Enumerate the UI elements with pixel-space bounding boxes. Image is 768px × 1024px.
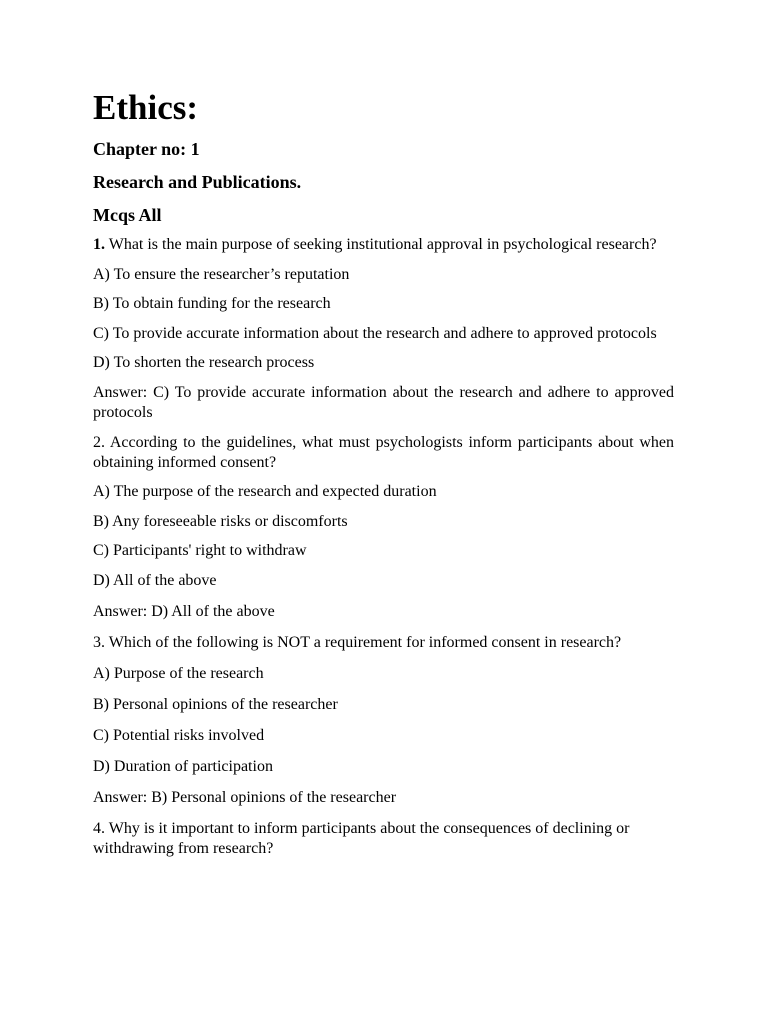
chapter-heading: Chapter no: 1 [93,139,200,159]
option-a: A) The purpose of the research and expected duration [93,483,437,501]
option-b: B) Any foreseeable risks or discomforts [93,512,348,530]
question-2: 2. According to the guidelines, what must psychologists inform participants about when obtaining informed consent? [93,433,674,471]
question-text: What is the main purpose of seeking institutional approval in psychological research? [105,236,657,253]
option-b: B) To obtain funding for the research [93,295,331,313]
subject-heading: Research and Publications. [93,172,302,192]
answer-3: Answer: B) Personal opinions of the researcher [93,788,397,806]
option-d: D) All of the above [93,571,217,589]
question-1 [93,235,674,255]
option-a: A) Purpose of the research [93,664,264,682]
option-d: D) Duration of participation [93,757,273,775]
option-a: A) To ensure the researcher’s reputation [93,265,350,283]
document-title: Ethics: [93,88,198,127]
answer-2: Answer: D) All of the above [93,602,275,620]
section-heading: Mcqs All [93,205,162,225]
option-d: D) To shorten the research process [93,354,315,372]
option-c: C) Participants' right to withdraw [93,542,307,560]
option-b: B) Personal opinions of the researcher [93,695,338,713]
question-4: 4. Why is it important to inform participants about the consequences of declining or withdrawing from research? [93,819,630,857]
question-3: 3. Which of the following is NOT a requirement for informed consent in research? [93,633,622,651]
option-c: C) Potential risks involved [93,726,265,744]
answer-1: Answer: C) To provide accurate information about the research and adhere to approved protocols [93,383,674,421]
option-c: C) To provide accurate information about the research and adhere to approved protocols [93,324,657,342]
document-body [93,88,674,869]
question-number: 1. [93,236,105,253]
